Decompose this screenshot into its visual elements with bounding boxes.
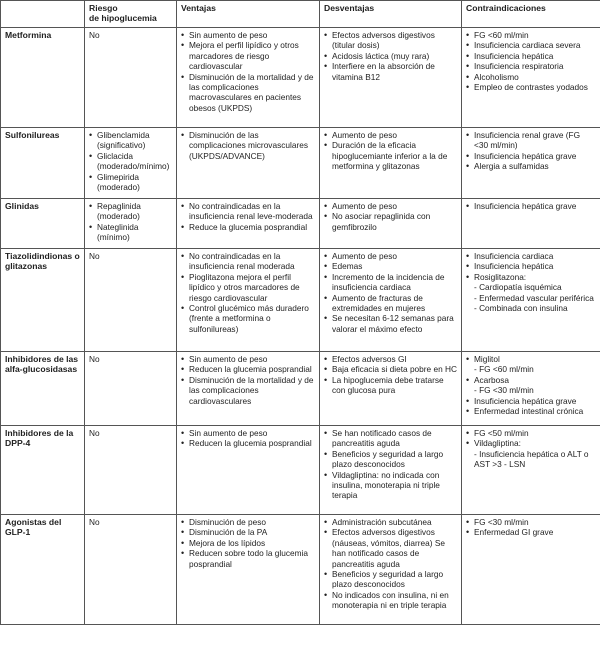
list-item: • No asociar repaglinida con gemfibrozilo: [324, 211, 457, 232]
list-item: • Mejora de los lípidos: [181, 538, 315, 548]
hypoglycemia-risk-cell: No: [85, 426, 177, 515]
list-item: • Insuficiencia cardiaca severa: [466, 40, 596, 50]
drug-name-inhibidores-de-la-dpp-4: Inhibidores de la DPP-4: [1, 426, 85, 515]
table-row: [1, 426, 600, 515]
advantages-list: [181, 251, 315, 334]
list-item: • Se necesitan 6-12 semanas para valorar el máximo efecto: [324, 313, 457, 334]
list-item: • Administración subcutánea: [324, 517, 457, 527]
list-item: • FG <50 ml/min: [466, 428, 596, 438]
list-item: - Combinada con insulina: [474, 303, 568, 314]
list-item: • Insuficiencia hepática grave: [466, 201, 596, 211]
list-item: • Edemas: [324, 261, 457, 271]
contraindications-list: [466, 201, 596, 211]
contraindications-cell: [462, 28, 600, 128]
list-item: • No indicados con insulina, ni en monoterapia ni en triple terapia: [324, 590, 457, 611]
list-item: • Aumento de peso: [324, 251, 457, 261]
contraindications-list: [466, 517, 596, 538]
list-item: • Insuficiencia hepática grave: [466, 151, 596, 161]
list-item: • Empleo de contrastes yodados: [466, 82, 596, 92]
list-item: • Enfermedad GI grave: [466, 527, 596, 537]
disadvantages-list: [324, 517, 457, 611]
risk-list: [89, 130, 172, 192]
list-item: • Disminución de la PA: [181, 527, 315, 537]
list-item: • Sin aumento de peso: [181, 354, 315, 364]
advantages-list: [181, 517, 315, 569]
list-item: • Aumento de peso: [324, 130, 457, 140]
list-item: - FG <30 ml/min: [474, 385, 534, 396]
contraindications-list: [466, 130, 596, 172]
header-advantages: Ventajas: [177, 1, 320, 28]
drug-name-sulfonilureas: Sulfonilureas: [1, 128, 85, 199]
list-item: • Enfermedad intestinal crónica: [466, 406, 596, 416]
list-item: • Aumento de peso: [324, 201, 457, 211]
disadvantages-cell: [320, 352, 462, 426]
list-item: • Aumento de fracturas de extremidades en mujeres: [324, 293, 457, 314]
advantages-cell: [177, 28, 320, 128]
list-item: • Sin aumento de peso: [181, 428, 315, 438]
disadvantages-list: [324, 30, 457, 82]
disadvantages-cell: [320, 128, 462, 199]
list-item: • Efectos adversos digestivos (titular dosis): [324, 30, 457, 51]
header-contraindications: Contraindicaciones: [462, 1, 600, 28]
list-item: • Nateglinida (mínimo): [89, 222, 172, 243]
list-item: • Reducen la glucemia posprandial: [181, 438, 315, 448]
advantages-list: [181, 201, 315, 232]
contraindications-list: [466, 428, 596, 470]
disadvantages-cell: [320, 249, 462, 352]
list-item: • Reducen la glucemia posprandial: [181, 364, 315, 374]
advantages-list: [181, 354, 315, 406]
disadvantages-list: [324, 201, 457, 232]
list-item: • Insuficiencia hepática grave: [466, 396, 596, 406]
list-item: - FG <60 ml/min: [474, 364, 534, 375]
list-item: - Insuficiencia hepática o ALT o AST >3 - LSN: [474, 448, 589, 470]
hypoglycemia-risk-cell: [85, 128, 177, 199]
list-item: • Alergia a sulfamidas: [466, 161, 596, 171]
header-disadvantages: Desventajas: [320, 1, 462, 28]
hypoglycemia-risk-cell: No: [85, 515, 177, 625]
header-row: [1, 1, 600, 28]
table-row: [1, 128, 600, 199]
list-item: • Disminución de las complicaciones microvasculares (UKPDS/ADVANCE): [181, 130, 315, 161]
list-item: • Efectos adversos digestivos (náuseas, vómitos, diarrea) Se han notificado casos de pancreatitis aguda: [324, 527, 457, 569]
disadvantages-list: [324, 251, 457, 334]
disadvantages-list: [324, 354, 457, 396]
advantages-cell: [177, 352, 320, 426]
hypoglycemia-risk-cell: No: [85, 352, 177, 426]
disadvantages-cell: [320, 199, 462, 249]
list-item: • Sin aumento de peso: [181, 30, 315, 40]
advantages-cell: [177, 199, 320, 249]
list-item: • Control glucémico más duradero (frente a metformina o sulfonilureas): [181, 303, 315, 334]
list-item: • Vildagliptina: no indicada con insulina, monoterapia ni triple terapia: [324, 470, 457, 501]
advantages-cell: [177, 515, 320, 625]
contraindications-list: [466, 30, 596, 92]
advantages-cell: [177, 249, 320, 352]
contraindications-cell: [462, 249, 600, 352]
list-item: • FG <30 ml/min: [466, 517, 596, 527]
table-row: [1, 515, 600, 625]
list-item: - Enfermedad vascular periférica: [474, 292, 594, 303]
list-item: • Efectos adversos GI: [324, 354, 457, 364]
list-item: • Beneficios y seguridad a largo plazo desconocidos: [324, 449, 457, 470]
risk-list: [89, 201, 172, 243]
list-item: • Disminución de peso: [181, 517, 315, 527]
drug-name-inhibidores-de-las-alfa-glucosidasas: Inhibidores de las alfa-glucosidasas: [1, 352, 85, 426]
list-item: • Disminución de la mortalidad y de las complicaciones macrovasculares en pacientes obesos (UKPDS): [181, 72, 315, 114]
contraindications-cell: [462, 426, 600, 515]
hypoglycemia-risk-cell: No: [85, 28, 177, 128]
advantages-list: [181, 428, 315, 449]
advantages-list: [181, 30, 315, 113]
disadvantages-cell: [320, 426, 462, 515]
list-item: • Alcoholismo: [466, 72, 596, 82]
list-item: - Cardiopatía isquémica: [474, 282, 562, 293]
list-item: • Reducen sobre todo la glucemia posprandial: [181, 548, 315, 569]
list-item: • Rosiglitazona:: [466, 272, 596, 282]
list-item: • Interfiere en la absorción de vitamina B12: [324, 61, 457, 82]
drug-name-agonistas-del-glp-1: Agonistas del GLP-1: [1, 515, 85, 625]
hypoglycemia-risk-cell: [85, 199, 177, 249]
header-drug: [1, 1, 85, 28]
disadvantages-cell: [320, 28, 462, 128]
contraindications-cell: [462, 199, 600, 249]
advantages-cell: [177, 128, 320, 199]
drug-name-tiazolidindionas-o-glitazonas: Tiazolidindionas o glitazonas: [1, 249, 85, 352]
list-item: • Insuficiencia cardiaca: [466, 251, 596, 261]
list-item: • Disminución de la mortalidad y de las complicaciones cardiovasculares: [181, 375, 315, 406]
list-item: • Mejora el perfil lipídico y otros marcadores de riesgo cardiovascular: [181, 40, 315, 71]
contraindications-cell: [462, 515, 600, 625]
list-item: • Pioglitazona mejora el perfil lipídico y otros marcadores de riesgo cardiovascular: [181, 272, 315, 303]
list-item: • Beneficios y seguridad a largo plazo desconocidos: [324, 569, 457, 590]
list-item: • Glimepirida (moderado): [89, 172, 172, 193]
list-item: • Repaglinida (moderado): [89, 201, 172, 222]
list-item: • Miglitol: [466, 354, 596, 364]
list-item: • No contraindicadas en la insuficiencia renal moderada: [181, 251, 315, 272]
list-item: • Incremento de la incidencia de insuficiencia cardiaca: [324, 272, 457, 293]
list-item: • Insuficiencia hepática: [466, 261, 596, 271]
contraindications-list: [466, 354, 596, 416]
hypoglycemia-risk-cell: No: [85, 249, 177, 352]
table-row: [1, 352, 600, 426]
list-item: • Gliclacida (moderado/mínimo): [89, 151, 172, 172]
disadvantages-cell: [320, 515, 462, 625]
list-item: • Baja eficacia si dieta pobre en HC: [324, 364, 457, 374]
advantages-list: [181, 130, 315, 161]
table-row: [1, 249, 600, 352]
list-item: • No contraindicadas en la insuficiencia renal leve-moderada: [181, 201, 315, 222]
drug-name-glinidas: Glinidas: [1, 199, 85, 249]
list-item: • Acarbosa: [466, 375, 596, 385]
list-item: • Insuficiencia renal grave (FG <30 ml/min): [466, 130, 596, 151]
list-item: • Vildagliptina:: [466, 438, 596, 448]
disadvantages-list: [324, 130, 457, 172]
table-row: [1, 28, 600, 128]
contraindications-cell: [462, 128, 600, 199]
list-item: • Se han notificado casos de pancreatitis aguda: [324, 428, 457, 449]
advantages-cell: [177, 426, 320, 515]
list-item: • Acidosis láctica (muy rara): [324, 51, 457, 61]
drug-name-metformina: Metformina: [1, 28, 85, 128]
list-item: • Insuficiencia respiratoria: [466, 61, 596, 71]
table-row: [1, 199, 600, 249]
list-item: • Duración de la eficacia hipoglucemiante inferior a la de metformina y glitazonas: [324, 140, 457, 171]
header-hypoglycemia-risk: Riesgo de hipoglucemia: [85, 1, 177, 28]
list-item: • La hipoglucemia debe tratarse con glucosa pura: [324, 375, 457, 396]
contraindications-cell: [462, 352, 600, 426]
list-item: • FG <60 ml/min: [466, 30, 596, 40]
list-item: • Reduce la glucemia posprandial: [181, 222, 315, 232]
list-item: • Glibenclamida (significativo): [89, 130, 172, 151]
contraindications-list: [466, 251, 596, 313]
disadvantages-list: [324, 428, 457, 501]
list-item: • Insuficiencia hepática: [466, 51, 596, 61]
